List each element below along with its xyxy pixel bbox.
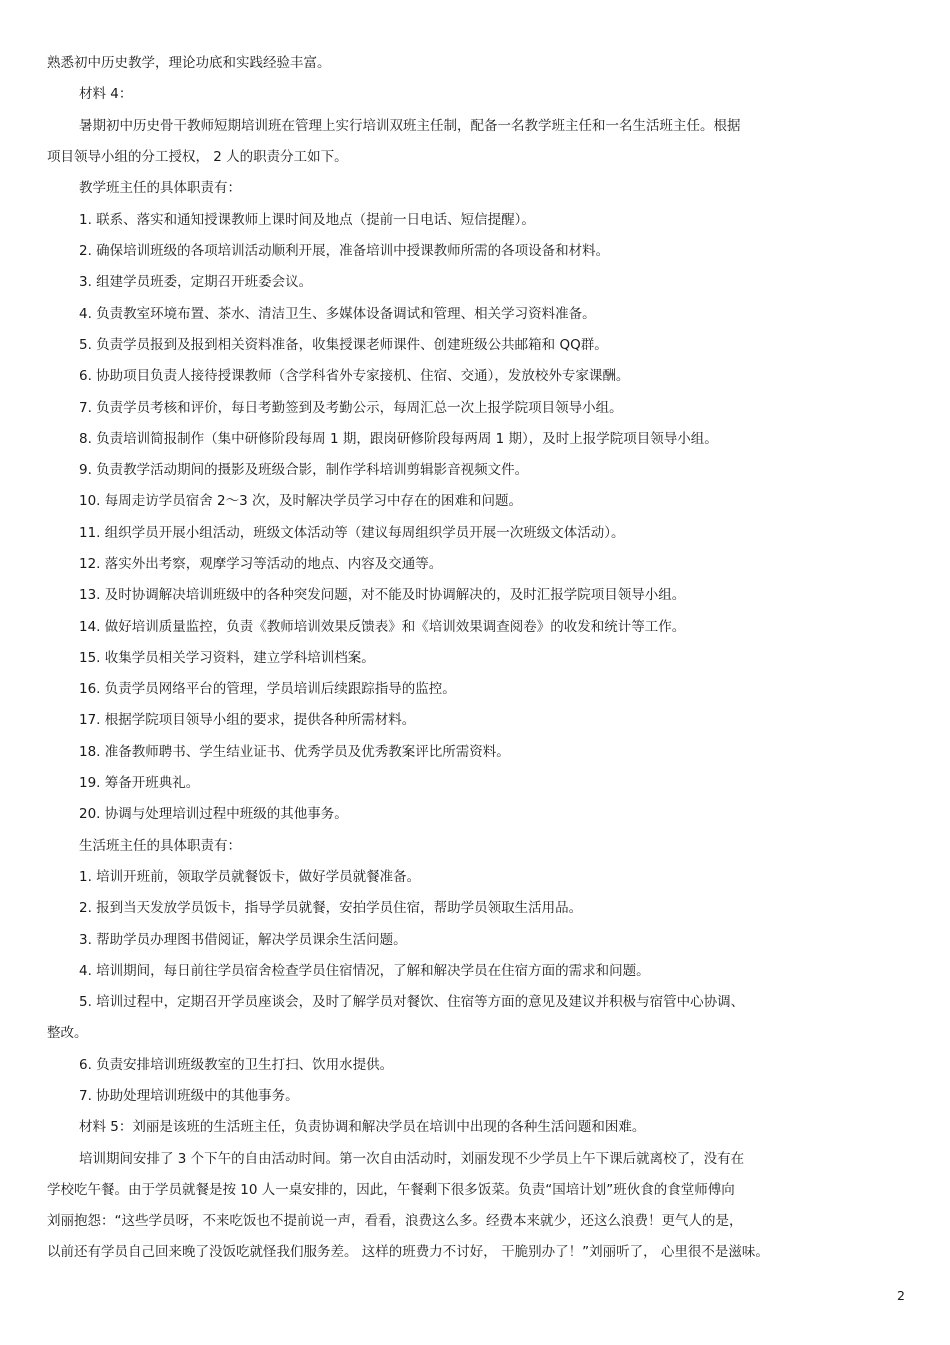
list-item-continued: 整改。 — [47, 1025, 88, 1041]
list-item: 4. 培训期间，每日前往学员宿舍检查学员住宿情况，了解和解决学员在住宿方面的需求和问题。 — [79, 963, 650, 979]
list-item: 11. 组织学员开展小组活动，班级文体活动等（建议每周组织学员开展一次班级文体活动）。 — [79, 525, 625, 541]
list-item: 16. 负责学员网络平台的管理，学员培训后续跟踪指导的监控。 — [79, 681, 456, 697]
text-line: 培训期间安排了 3 个下午的自由活动时间。第一次自由活动时，刘丽发现不少学员上午下课后就离校了，没有在 — [79, 1151, 745, 1167]
list-item: 13. 及时协调解决培训班级中的各种突发问题，对不能及时协调解决的，及时汇报学院项目领导小组。 — [79, 587, 686, 603]
list-item: 1. 联系、落实和通知授课教师上课时间及地点（提前一日电话、短信提醒）。 — [79, 212, 535, 228]
list-item: 17. 根据学院项目领导小组的要求，提供各种所需材料。 — [79, 712, 416, 728]
list-item: 14. 做好培训质量监控，负责《教师培训效果反馈表》和《培训效果调查阅卷》的收发和统计等工作。 — [79, 619, 686, 635]
list-item: 3. 帮助学员办理图书借阅证，解决学员课余生活问题。 — [79, 932, 407, 948]
text-line: 项目领导小组的分工授权， 2 人的职责分工如下。 — [47, 149, 348, 165]
list-item: 5. 培训过程中，定期召开学员座谈会，及时了解学员对餐饮、住宿等方面的意见及建议并积极与宿管中心协调、 — [79, 994, 745, 1010]
text-line: 熟悉初中历史教学，理论功底和实践经验丰富。 — [47, 55, 331, 71]
material-4-heading: 材料 4： — [79, 86, 133, 102]
list-item: 4. 负责教室环境布置、茶水、清洁卫生、多媒体设备调试和管理、相关学习资料准备。 — [79, 306, 596, 322]
list-item: 12. 落实外出考察，观摩学习等活动的地点、内容及交通等。 — [79, 556, 443, 572]
list-item: 15. 收集学员相关学习资料，建立学科培训档案。 — [79, 650, 375, 666]
life-duties-heading: 生活班主任的具体职责有： — [79, 838, 241, 854]
text-line: 暑期初中历史骨干教师短期培训班在管理上实行培训双班主任制，配备一名教学班主任和一名生活班主任。根据 — [79, 118, 741, 134]
list-item: 9. 负责教学活动期间的摄影及班级合影，制作学科培训剪辑影音视频文件。 — [79, 462, 529, 478]
page-number: 2 — [897, 1288, 905, 1303]
text-line: 以前还有学员自己回来晚了没饭吃就怪我们服务差。 这样的班费力不讨好， 干脆别办了！”刘丽听了， 心里很不是滋味。 — [47, 1244, 769, 1260]
text-line: 学校吃午餐。由于学员就餐是按 10 人一桌安排的，因此，午餐剩下很多饭菜。负责“国培计划”班伙食的食堂师傅向 — [47, 1182, 735, 1198]
material-5-heading: 材料 5：刘丽是该班的生活班主任，负责协调和解决学员在培训中出现的各种生活问题和困难。 — [79, 1119, 646, 1135]
list-item: 7. 协助处理培训班级中的其他事务。 — [79, 1088, 299, 1104]
list-item: 19. 筹备开班典礼。 — [79, 775, 200, 791]
list-item: 5. 负责学员报到及报到相关资料准备，收集授课老师课件、创建班级公共邮箱和 QQ群。 — [79, 337, 608, 353]
list-item: 6. 负责安排培训班级教室的卫生打扫、饮用水提供。 — [79, 1057, 394, 1073]
text-line: 刘丽抱怨：“这些学员呀，不来吃饭也不提前说一声，看看，浪费这么多。经费本来就少，还这么浪费！更气人的是， — [47, 1213, 743, 1229]
list-item: 2. 确保培训班级的各项培训活动顺利开展，准备培训中授课教师所需的各项设备和材料。 — [79, 243, 610, 259]
list-item: 6. 协助项目负责人接待授课教师（含学科省外专家接机、住宿、交通），发放校外专家课酬。 — [79, 368, 630, 384]
teaching-duties-heading: 教学班主任的具体职责有： — [79, 180, 241, 196]
list-item: 20. 协调与处理培训过程中班级的其他事务。 — [79, 806, 348, 822]
list-item: 8. 负责培训简报制作（集中研修阶段每周 1 期，跟岗研修阶段每两周 1 期），及时上报学院项目领导小组。 — [79, 431, 718, 447]
list-item: 3. 组建学员班委，定期召开班委会议。 — [79, 274, 313, 290]
list-item: 7. 负责学员考核和评价，每日考勤签到及考勤公示，每周汇总一次上报学院项目领导小组。 — [79, 400, 623, 416]
list-item: 10. 每周走访学员宿舍 2～3 次，及时解决学员学习中存在的困难和问题。 — [79, 493, 523, 509]
list-item: 18. 准备教师聘书、学生结业证书、优秀学员及优秀教案评比所需资料。 — [79, 744, 510, 760]
list-item: 1. 培训开班前，领取学员就餐饭卡，做好学员就餐准备。 — [79, 869, 421, 885]
list-item: 2. 报到当天发放学员饭卡，指导学员就餐，安拍学员住宿，帮助学员领取生活用品。 — [79, 900, 583, 916]
